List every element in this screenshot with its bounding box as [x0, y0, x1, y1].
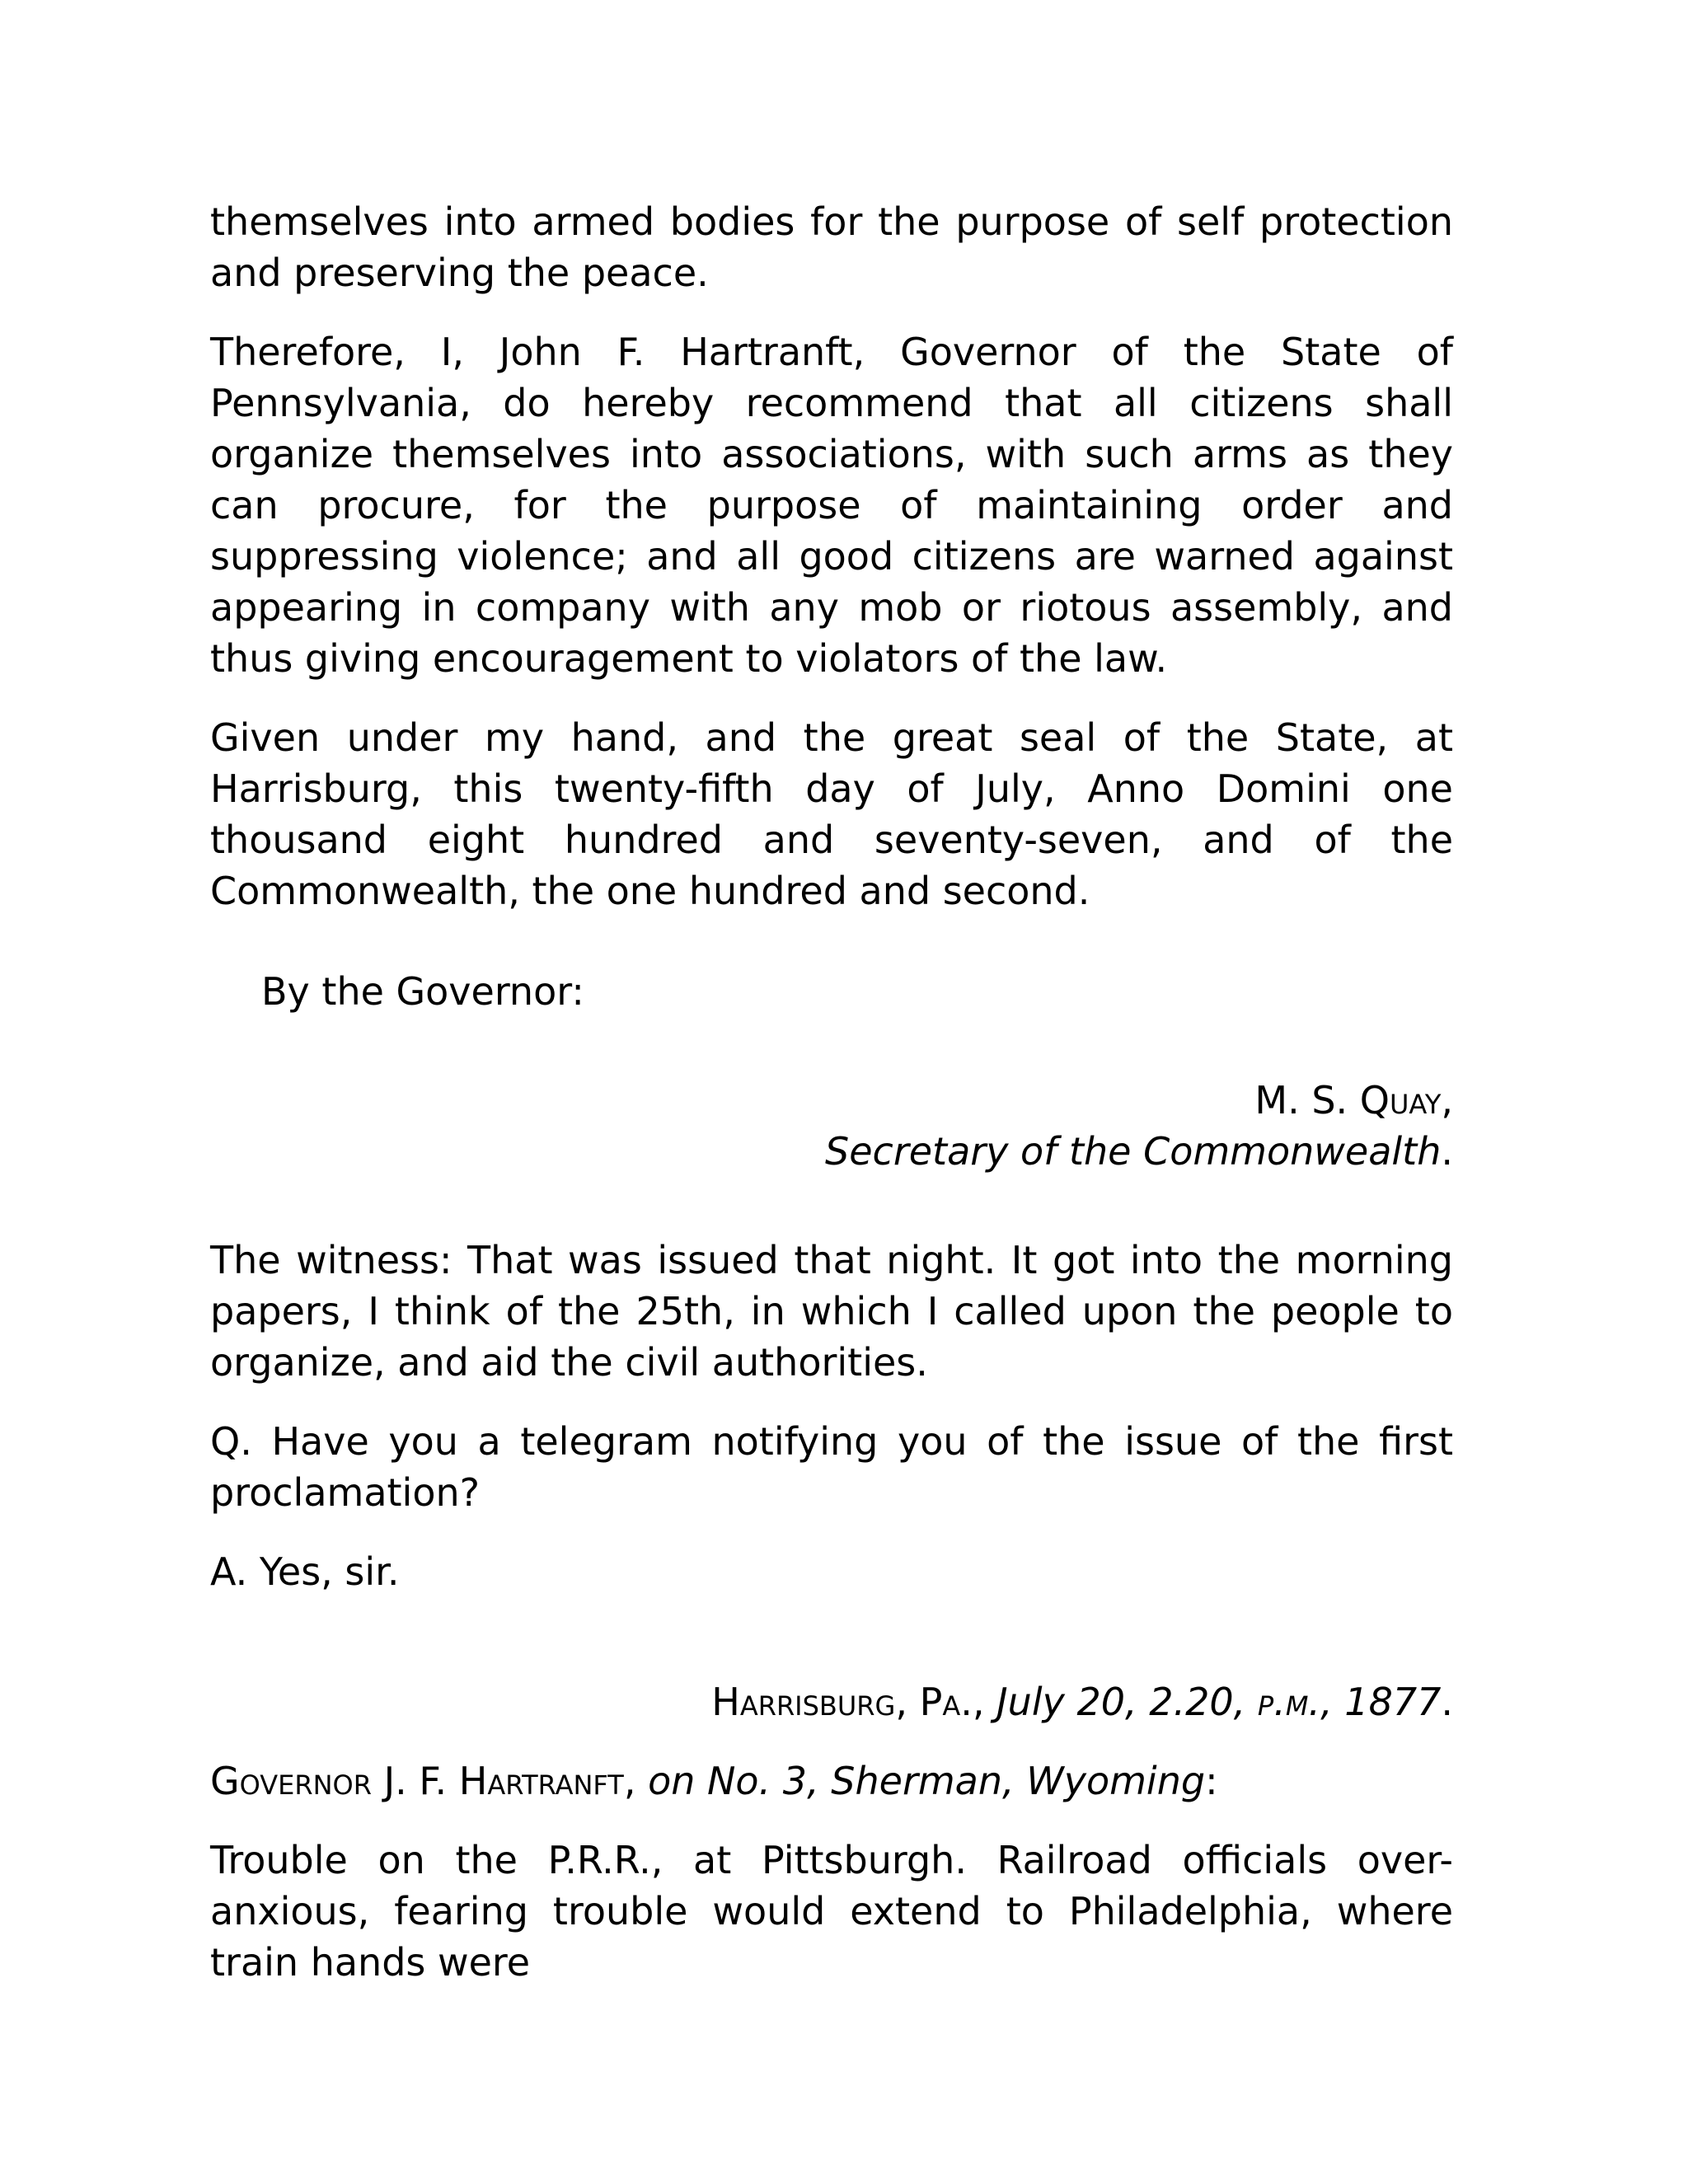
signature-block	[210, 1075, 1453, 1177]
telegram-body: Trouble on the P.R.R., at Pittsburgh. Railroad officials over-anxious, fearing trouble would extend to Philadelphia, where train hands were	[210, 1838, 1453, 1985]
addressee-name: Hartranft	[458, 1759, 624, 1803]
proclamation-paragraph-continued: themselves into armed bodies for the purpose of self protection and preserving the peace.	[210, 199, 1453, 295]
addressee-colon: :	[1205, 1759, 1218, 1803]
telegram-end: .	[1441, 1680, 1453, 1724]
signature-initials: M. S.	[1254, 1078, 1360, 1122]
telegram-time-suffix: p.m.	[1257, 1680, 1321, 1724]
answer-text: A. Yes, sir.	[210, 1549, 400, 1594]
signature-title-line	[210, 1126, 1453, 1177]
addressee-title: Governor	[210, 1759, 372, 1803]
signature-surname: Quay	[1359, 1078, 1442, 1122]
telegram-year: , 1877	[1320, 1680, 1442, 1724]
telegram-addressee	[210, 1755, 1453, 1807]
signature-title: Secretary of the Commonwealth	[825, 1129, 1442, 1174]
signature-title-period: .	[1441, 1129, 1453, 1174]
proclamation-paragraph-given: Given under my hand, and the great seal of the State, at Harrisburg, this twenty-fifth day of July, Anno Domini one thousand eight hundred and seventy-seven, and of the Commonwealth, the one hundred and second.	[210, 715, 1453, 913]
by-the-governor-line: By the Governor:	[261, 969, 584, 1014]
telegram-place: Harrisburg	[711, 1680, 896, 1724]
addressee-sep: ,	[623, 1759, 649, 1803]
signature-name	[210, 1075, 1453, 1126]
question-text: Q. Have you a telegram notifying you of the issue of the first proclamation?	[210, 1419, 1453, 1515]
telegram-dateline	[210, 1676, 1453, 1727]
telegram-sep-1: ,	[895, 1680, 920, 1724]
witness-statement: The witness: That was issued that night. It got into the morning papers, I think of the 25th, in which I called upon the people to organize, and aid the civil authorities.	[210, 1238, 1453, 1385]
telegram-sep-2: ,	[972, 1680, 997, 1724]
addressee-initials: J. F.	[371, 1759, 459, 1803]
telegram-date: July 20, 2.20,	[996, 1680, 1258, 1724]
telegram-state: Pa.	[919, 1680, 973, 1724]
signature-comma: ,	[1441, 1078, 1453, 1122]
proclamation-paragraph-recommendation: Therefore, I, John F. Hartranft, Governor of the State of Pennsylvania, do hereby recommend that all citizens shall organize themselves into associations, with such arms as they can procure, for the purpose of maintaining order and suppressing violence; and all good citizens are warned against appearing in company with any mob or riotous assembly, and thus giving encouragement to violators of the law.	[210, 330, 1453, 681]
addressee-location: on No. 3, Sherman, Wyoming	[648, 1759, 1206, 1803]
document-page	[210, 196, 1453, 2016]
